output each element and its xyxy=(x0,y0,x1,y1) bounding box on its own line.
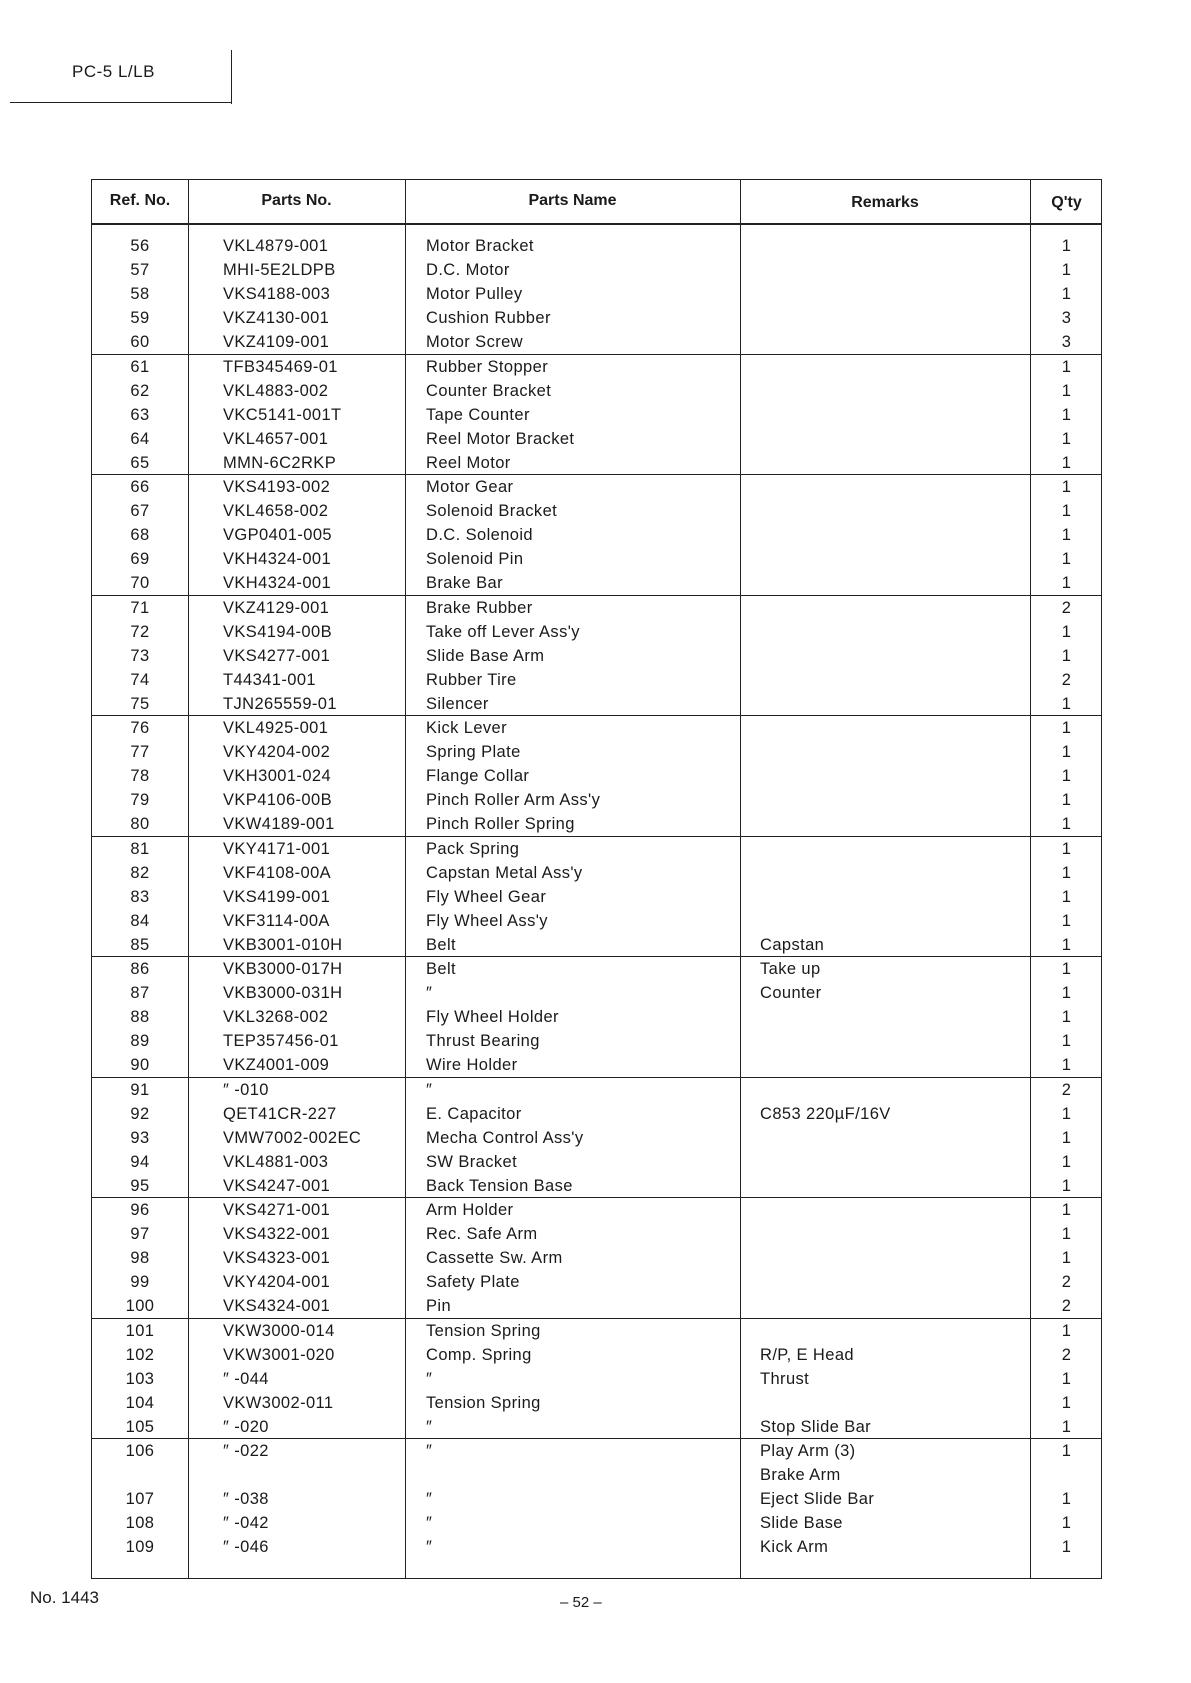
qty-cell: 1 xyxy=(1061,719,1072,737)
parts-name-cell: ″ xyxy=(426,1538,433,1557)
table-row xyxy=(92,1319,1101,1343)
remarks-cell: Take up xyxy=(760,960,821,978)
parts-name-cell: ″ xyxy=(426,1080,433,1099)
table-row xyxy=(92,306,1101,330)
header-parts-no: Parts No. xyxy=(261,192,332,209)
parts-name-cell: Flange Collar xyxy=(426,767,530,786)
parts-no-cell: VKW3001-020 xyxy=(223,1345,335,1364)
ref-cell: 109 xyxy=(125,1538,155,1557)
qty-cell: 1 xyxy=(1061,622,1072,641)
parts-name-cell: Pack Spring xyxy=(426,839,520,858)
ref-cell: 74 xyxy=(130,670,150,689)
parts-no-cell: VKP4106-00B xyxy=(223,791,332,810)
ref-cell: 97 xyxy=(130,1225,150,1244)
table-row xyxy=(92,668,1101,692)
parts-no-cell: VKW4189-001 xyxy=(223,815,335,834)
table-row xyxy=(92,547,1101,571)
parts-no-cell: VMW7002-002EC xyxy=(223,1128,362,1147)
ref-cell: 67 xyxy=(130,502,150,521)
table-row xyxy=(92,812,1101,836)
table-row xyxy=(92,282,1101,306)
qty-cell: 1 xyxy=(1061,478,1072,496)
parts-name-cell: ″ xyxy=(426,1490,433,1509)
qty-cell: 1 xyxy=(1061,1442,1072,1460)
parts-no-cell: VKH4324-001 xyxy=(223,574,332,593)
parts-no-cell: VKC5141-001T xyxy=(223,405,342,424)
parts-name-cell: Pinch Roller Spring xyxy=(426,815,575,834)
table-row xyxy=(92,1174,1101,1198)
qty-cell: 1 xyxy=(1061,526,1072,545)
parts-no-cell: VKB3000-017H xyxy=(223,960,343,978)
ref-cell: 95 xyxy=(130,1176,150,1195)
ref-cell: 96 xyxy=(130,1201,150,1219)
table-row xyxy=(92,451,1101,475)
parts-name-cell: Solenoid Pin xyxy=(426,550,524,569)
table-row xyxy=(92,1126,1101,1150)
parts-no-cell: ″ -038 xyxy=(223,1490,269,1509)
ref-cell: 98 xyxy=(130,1249,150,1268)
parts-name-cell: Fly Wheel Ass'y xyxy=(426,911,548,930)
ref-cell: 70 xyxy=(130,574,150,593)
parts-name-cell: D.C. Solenoid xyxy=(426,526,534,545)
parts-name-cell: Solenoid Bracket xyxy=(426,502,558,521)
table-row xyxy=(92,788,1101,812)
table-row xyxy=(92,740,1101,764)
ref-cell: 84 xyxy=(130,911,150,930)
ref-cell: 76 xyxy=(130,719,150,737)
table-row xyxy=(92,1150,1101,1174)
parts-no-cell: VKL4658-002 xyxy=(223,502,329,521)
ref-cell: 94 xyxy=(130,1152,150,1171)
table-row xyxy=(92,620,1101,644)
parts-no-cell: VKZ4001-009 xyxy=(223,1056,330,1075)
parts-no-cell: ″ -010 xyxy=(223,1080,269,1099)
qty-cell: 1 xyxy=(1061,839,1072,858)
parts-name-cell: Safety Plate xyxy=(426,1273,520,1292)
qty-cell: 2 xyxy=(1061,1080,1072,1099)
parts-name-cell: SW Bracket xyxy=(426,1152,518,1171)
parts-name-cell: ″ xyxy=(426,1442,433,1460)
parts-no-cell: ″ -044 xyxy=(223,1369,269,1388)
parts-name-cell: Kick Lever xyxy=(426,719,508,737)
qty-cell: 1 xyxy=(1061,237,1072,255)
qty-cell: 1 xyxy=(1061,550,1072,569)
parts-no-cell: VKF3114-00A xyxy=(223,911,330,930)
parts-name-cell: Tension Spring xyxy=(426,1393,541,1412)
ref-cell: 105 xyxy=(125,1417,155,1436)
parts-name-cell: Counter Bracket xyxy=(426,381,552,400)
parts-no-cell: VKY4171-001 xyxy=(223,839,331,858)
qty-cell: 1 xyxy=(1061,1369,1072,1388)
remarks-cell: Brake Arm xyxy=(760,1466,841,1485)
ref-cell: 83 xyxy=(130,887,150,906)
parts-no-cell: MHI-5E2LDPB xyxy=(223,261,336,280)
qty-cell: 1 xyxy=(1061,285,1072,304)
parts-no-cell: VKS4194-00B xyxy=(223,622,332,641)
parts-name-cell: Rec. Safe Arm xyxy=(426,1225,538,1244)
ref-cell: 86 xyxy=(130,960,150,978)
qty-cell: 1 xyxy=(1061,743,1072,762)
parts-name-cell: Arm Holder xyxy=(426,1201,514,1219)
header-parts-name: Parts Name xyxy=(528,192,617,209)
ref-cell: 62 xyxy=(130,381,150,400)
parts-name-cell: Cassette Sw. Arm xyxy=(426,1249,563,1268)
parts-name-cell: Motor Pulley xyxy=(426,285,523,304)
parts-no-cell: VKH4324-001 xyxy=(223,550,332,569)
parts-table xyxy=(91,179,1102,1579)
parts-name-cell: Pin xyxy=(426,1297,452,1316)
qty-cell: 1 xyxy=(1061,1225,1072,1244)
ref-cell: 71 xyxy=(130,598,150,617)
ref-cell: 88 xyxy=(130,1008,150,1027)
ref-cell: 85 xyxy=(130,935,150,954)
ref-cell: 69 xyxy=(130,550,150,569)
table-row xyxy=(92,909,1101,933)
qty-cell: 1 xyxy=(1061,767,1072,786)
parts-no-cell: ″ -046 xyxy=(223,1538,269,1557)
table-row xyxy=(92,330,1101,354)
parts-name-cell: Brake Bar xyxy=(426,574,503,593)
ref-cell: 65 xyxy=(130,453,150,472)
parts-name-cell: Silencer xyxy=(426,694,489,713)
parts-no-cell: TEP357456-01 xyxy=(223,1032,339,1051)
parts-no-cell: T44341-001 xyxy=(223,670,316,689)
ref-cell: 92 xyxy=(130,1104,150,1123)
remarks-cell: Kick Arm xyxy=(760,1538,829,1557)
table-row xyxy=(92,523,1101,547)
ref-cell: 78 xyxy=(130,767,150,786)
table-row xyxy=(92,861,1101,885)
qty-cell: 2 xyxy=(1061,670,1072,689)
ref-cell: 91 xyxy=(130,1080,150,1099)
remarks-cell: Eject Slide Bar xyxy=(760,1490,875,1509)
ref-cell: 66 xyxy=(130,478,150,496)
parts-name-cell: Take off Lever Ass'y xyxy=(426,622,580,641)
parts-name-cell: ″ xyxy=(426,1369,433,1388)
ref-cell: 103 xyxy=(125,1369,155,1388)
qty-cell: 2 xyxy=(1061,1273,1072,1292)
table-row xyxy=(92,355,1101,379)
ref-cell: 56 xyxy=(130,237,150,255)
table-row xyxy=(92,379,1101,403)
remarks-cell: Play Arm (3) xyxy=(760,1442,856,1460)
remarks-cell: Capstan xyxy=(760,935,825,954)
qty-cell: 1 xyxy=(1061,863,1072,882)
document-number: No. 1443 xyxy=(30,1588,99,1607)
ref-cell: 57 xyxy=(130,261,150,280)
ref-cell: 89 xyxy=(130,1032,150,1051)
parts-name-cell: ″ xyxy=(426,984,433,1003)
table-row xyxy=(92,596,1101,620)
ref-cell: 79 xyxy=(130,791,150,810)
qty-cell: 3 xyxy=(1061,309,1072,328)
table-row xyxy=(92,1487,1101,1511)
table-row xyxy=(92,1053,1101,1077)
parts-name-cell: E. Capacitor xyxy=(426,1104,522,1123)
ref-cell: 60 xyxy=(130,333,150,352)
ref-cell: 102 xyxy=(125,1345,155,1364)
model-label: PC-5 L/LB xyxy=(72,62,155,81)
ref-cell: 106 xyxy=(125,1442,155,1460)
qty-cell: 1 xyxy=(1061,646,1072,665)
ref-cell: 80 xyxy=(130,815,150,834)
table-row xyxy=(92,1294,1101,1318)
table-row xyxy=(92,499,1101,523)
parts-no-cell: VKF4108-00A xyxy=(223,863,332,882)
qty-cell: 1 xyxy=(1061,381,1072,400)
parts-name-cell: Slide Base Arm xyxy=(426,646,545,665)
parts-name-cell: Tension Spring xyxy=(426,1321,541,1340)
qty-cell: 1 xyxy=(1061,1201,1072,1219)
parts-no-cell: ″ -020 xyxy=(223,1417,269,1436)
qty-cell: 1 xyxy=(1061,1032,1072,1051)
table-row xyxy=(92,475,1101,499)
table-row xyxy=(92,1511,1101,1535)
parts-no-cell: VKL4925-001 xyxy=(223,719,329,737)
ref-cell: 64 xyxy=(130,429,150,448)
remarks-cell: Thrust xyxy=(760,1369,810,1388)
table-row xyxy=(92,981,1101,1005)
parts-name-cell: Reel Motor Bracket xyxy=(426,429,575,448)
parts-no-cell: VKW3002-011 xyxy=(223,1393,334,1412)
qty-cell: 1 xyxy=(1061,1490,1072,1509)
parts-name-cell: Belt xyxy=(426,935,457,954)
table-row xyxy=(92,1415,1101,1439)
parts-name-cell: ″ xyxy=(426,1514,433,1533)
qty-cell: 1 xyxy=(1061,1538,1072,1557)
table-row xyxy=(92,1198,1101,1222)
qty-cell: 1 xyxy=(1061,1417,1072,1436)
qty-cell: 1 xyxy=(1061,1393,1072,1412)
table-row xyxy=(92,837,1101,861)
table-row xyxy=(92,1246,1101,1270)
table-row xyxy=(92,1102,1101,1126)
ref-cell: 61 xyxy=(130,357,150,376)
header-rule xyxy=(92,223,1101,225)
remarks-cell: Stop Slide Bar xyxy=(760,1417,872,1436)
parts-no-cell: VKH3001-024 xyxy=(223,767,332,786)
parts-no-cell: ″ -042 xyxy=(223,1514,269,1533)
parts-name-cell: Cushion Rubber xyxy=(426,309,551,328)
table-row xyxy=(92,933,1101,957)
table-row xyxy=(92,258,1101,282)
ref-cell: 108 xyxy=(125,1514,155,1533)
qty-cell: 3 xyxy=(1061,333,1072,352)
qty-cell: 1 xyxy=(1061,453,1072,472)
header-remarks: Remarks xyxy=(851,194,919,211)
table-row xyxy=(92,403,1101,427)
parts-name-cell: Rubber Stopper xyxy=(426,357,549,376)
qty-cell: 1 xyxy=(1061,1152,1072,1171)
parts-no-cell: VKL3268-002 xyxy=(223,1008,329,1027)
qty-cell: 1 xyxy=(1061,1249,1072,1268)
header-qty: Q'ty xyxy=(1051,194,1082,211)
ref-cell: 77 xyxy=(130,743,150,762)
qty-cell: 1 xyxy=(1061,574,1072,593)
table-row xyxy=(92,1270,1101,1294)
parts-no-cell: VKS4322-001 xyxy=(223,1225,331,1244)
parts-name-cell: Motor Gear xyxy=(426,478,514,496)
parts-no-cell: VKL4883-002 xyxy=(223,381,329,400)
qty-cell: 1 xyxy=(1061,1104,1072,1123)
parts-no-cell: QET41CR-227 xyxy=(223,1104,337,1123)
qty-cell: 1 xyxy=(1061,1128,1072,1147)
page-number: – 52 – xyxy=(560,1594,602,1611)
parts-no-cell: VKB3001-010H xyxy=(223,935,343,954)
table-row xyxy=(92,1222,1101,1246)
parts-name-cell: Back Tension Base xyxy=(426,1176,573,1195)
remarks-cell: C853 220µF/16V xyxy=(760,1104,891,1123)
parts-no-cell: VKW3000-014 xyxy=(223,1321,335,1340)
table-row xyxy=(92,1391,1101,1415)
parts-no-cell: VKS4193-002 xyxy=(223,478,331,496)
parts-name-cell: Wire Holder xyxy=(426,1056,518,1075)
ref-cell: 87 xyxy=(130,984,150,1003)
header-horizontal-rule xyxy=(10,102,232,103)
parts-no-cell: VKY4204-002 xyxy=(223,743,331,762)
parts-no-cell: MMN-6C2RKP xyxy=(223,453,337,472)
qty-cell: 1 xyxy=(1061,1321,1072,1340)
ref-cell: 73 xyxy=(130,646,150,665)
header-vertical-rule xyxy=(231,50,232,104)
table-row xyxy=(92,234,1101,258)
parts-no-cell: TFB345469-01 xyxy=(223,357,338,376)
qty-cell: 1 xyxy=(1061,911,1072,930)
qty-cell: 1 xyxy=(1061,791,1072,810)
parts-no-cell: VGP0401-005 xyxy=(223,526,332,545)
table-row xyxy=(92,1535,1101,1559)
parts-name-cell: D.C. Motor xyxy=(426,261,510,280)
remarks-cell: Counter xyxy=(760,984,822,1003)
parts-no-cell: VKS4199-001 xyxy=(223,887,331,906)
table-row xyxy=(92,1463,1101,1487)
qty-cell: 1 xyxy=(1061,405,1072,424)
qty-cell: 1 xyxy=(1061,1176,1072,1195)
parts-no-cell: VKL4879-001 xyxy=(223,237,329,255)
parts-no-cell: ″ -022 xyxy=(223,1442,269,1460)
table-row xyxy=(92,571,1101,595)
table-row xyxy=(92,885,1101,909)
ref-cell: 100 xyxy=(125,1297,155,1316)
table-row xyxy=(92,1343,1101,1367)
parts-name-cell: Motor Screw xyxy=(426,333,524,352)
ref-cell: 99 xyxy=(130,1273,150,1292)
parts-name-cell: Mecha Control Ass'y xyxy=(426,1128,584,1147)
qty-cell: 1 xyxy=(1061,1514,1072,1533)
qty-cell: 1 xyxy=(1061,960,1072,978)
ref-cell: 72 xyxy=(130,622,150,641)
table-row xyxy=(92,957,1101,981)
ref-cell: 90 xyxy=(130,1056,150,1075)
qty-cell: 2 xyxy=(1061,1345,1072,1364)
remarks-cell: R/P, E Head xyxy=(760,1345,854,1364)
qty-cell: 2 xyxy=(1061,1297,1072,1316)
parts-name-cell: Fly Wheel Gear xyxy=(426,887,547,906)
parts-no-cell: VKS4277-001 xyxy=(223,646,331,665)
parts-name-cell: Fly Wheel Holder xyxy=(426,1008,559,1027)
qty-cell: 1 xyxy=(1061,815,1072,834)
qty-cell: 1 xyxy=(1061,984,1072,1003)
parts-no-cell: VKY4204-001 xyxy=(223,1273,331,1292)
ref-cell: 93 xyxy=(130,1128,150,1147)
parts-name-cell: Comp. Spring xyxy=(426,1345,532,1364)
qty-cell: 1 xyxy=(1061,502,1072,521)
qty-cell: 1 xyxy=(1061,261,1072,280)
qty-cell: 1 xyxy=(1061,935,1072,954)
table-row xyxy=(92,427,1101,451)
ref-cell: 107 xyxy=(125,1490,155,1509)
ref-cell: 81 xyxy=(130,839,150,858)
parts-no-cell: VKS4271-001 xyxy=(223,1201,331,1219)
parts-name-cell: Reel Motor xyxy=(426,453,511,472)
parts-no-cell: VKZ4130-001 xyxy=(223,309,330,328)
table-row xyxy=(92,764,1101,788)
qty-cell: 1 xyxy=(1061,887,1072,906)
parts-name-cell: Capstan Metal Ass'y xyxy=(426,863,583,882)
qty-cell: 1 xyxy=(1061,357,1072,376)
ref-cell: 68 xyxy=(130,526,150,545)
parts-no-cell: VKS4323-001 xyxy=(223,1249,331,1268)
parts-no-cell: VKB3000-031H xyxy=(223,984,343,1003)
parts-no-cell: VKL4657-001 xyxy=(223,429,329,448)
parts-name-cell: Motor Bracket xyxy=(426,237,534,255)
table-row xyxy=(92,716,1101,740)
qty-cell: 1 xyxy=(1061,429,1072,448)
parts-no-cell: VKL4881-003 xyxy=(223,1152,329,1171)
ref-cell: 59 xyxy=(130,309,150,328)
parts-name-cell: Tape Counter xyxy=(426,405,530,424)
table-row xyxy=(92,692,1101,716)
parts-name-cell: Thrust Bearing xyxy=(426,1032,540,1051)
ref-cell: 75 xyxy=(130,694,150,713)
parts-no-cell: TJN265559-01 xyxy=(223,694,337,713)
parts-no-cell: VKZ4109-001 xyxy=(223,333,330,352)
table-row xyxy=(92,1439,1101,1463)
parts-no-cell: VKZ4129-001 xyxy=(223,598,330,617)
parts-no-cell: VKS4188-003 xyxy=(223,285,331,304)
table-row xyxy=(92,1005,1101,1029)
table-row xyxy=(92,1367,1101,1391)
ref-cell: 58 xyxy=(130,285,150,304)
parts-name-cell: Brake Rubber xyxy=(426,598,533,617)
ref-cell: 104 xyxy=(125,1393,155,1412)
table-row xyxy=(92,1078,1101,1102)
qty-cell: 1 xyxy=(1061,694,1072,713)
parts-name-cell: ″ xyxy=(426,1417,433,1436)
parts-no-cell: VKS4247-001 xyxy=(223,1176,331,1195)
ref-cell: 63 xyxy=(130,405,150,424)
table-row xyxy=(92,644,1101,668)
qty-cell: 1 xyxy=(1061,1056,1072,1075)
qty-cell: 2 xyxy=(1061,598,1072,617)
parts-name-cell: Belt xyxy=(426,960,457,978)
remarks-cell: Slide Base xyxy=(760,1514,843,1533)
parts-name-cell: Pinch Roller Arm Ass'y xyxy=(426,791,601,810)
ref-cell: 101 xyxy=(125,1321,155,1340)
ref-cell: 82 xyxy=(130,863,150,882)
qty-cell: 1 xyxy=(1061,1008,1072,1027)
table-row xyxy=(92,1029,1101,1053)
parts-name-cell: Rubber Tire xyxy=(426,670,517,689)
parts-name-cell: Spring Plate xyxy=(426,743,521,762)
parts-no-cell: VKS4324-001 xyxy=(223,1297,331,1316)
header-ref-no: Ref. No. xyxy=(109,192,171,209)
